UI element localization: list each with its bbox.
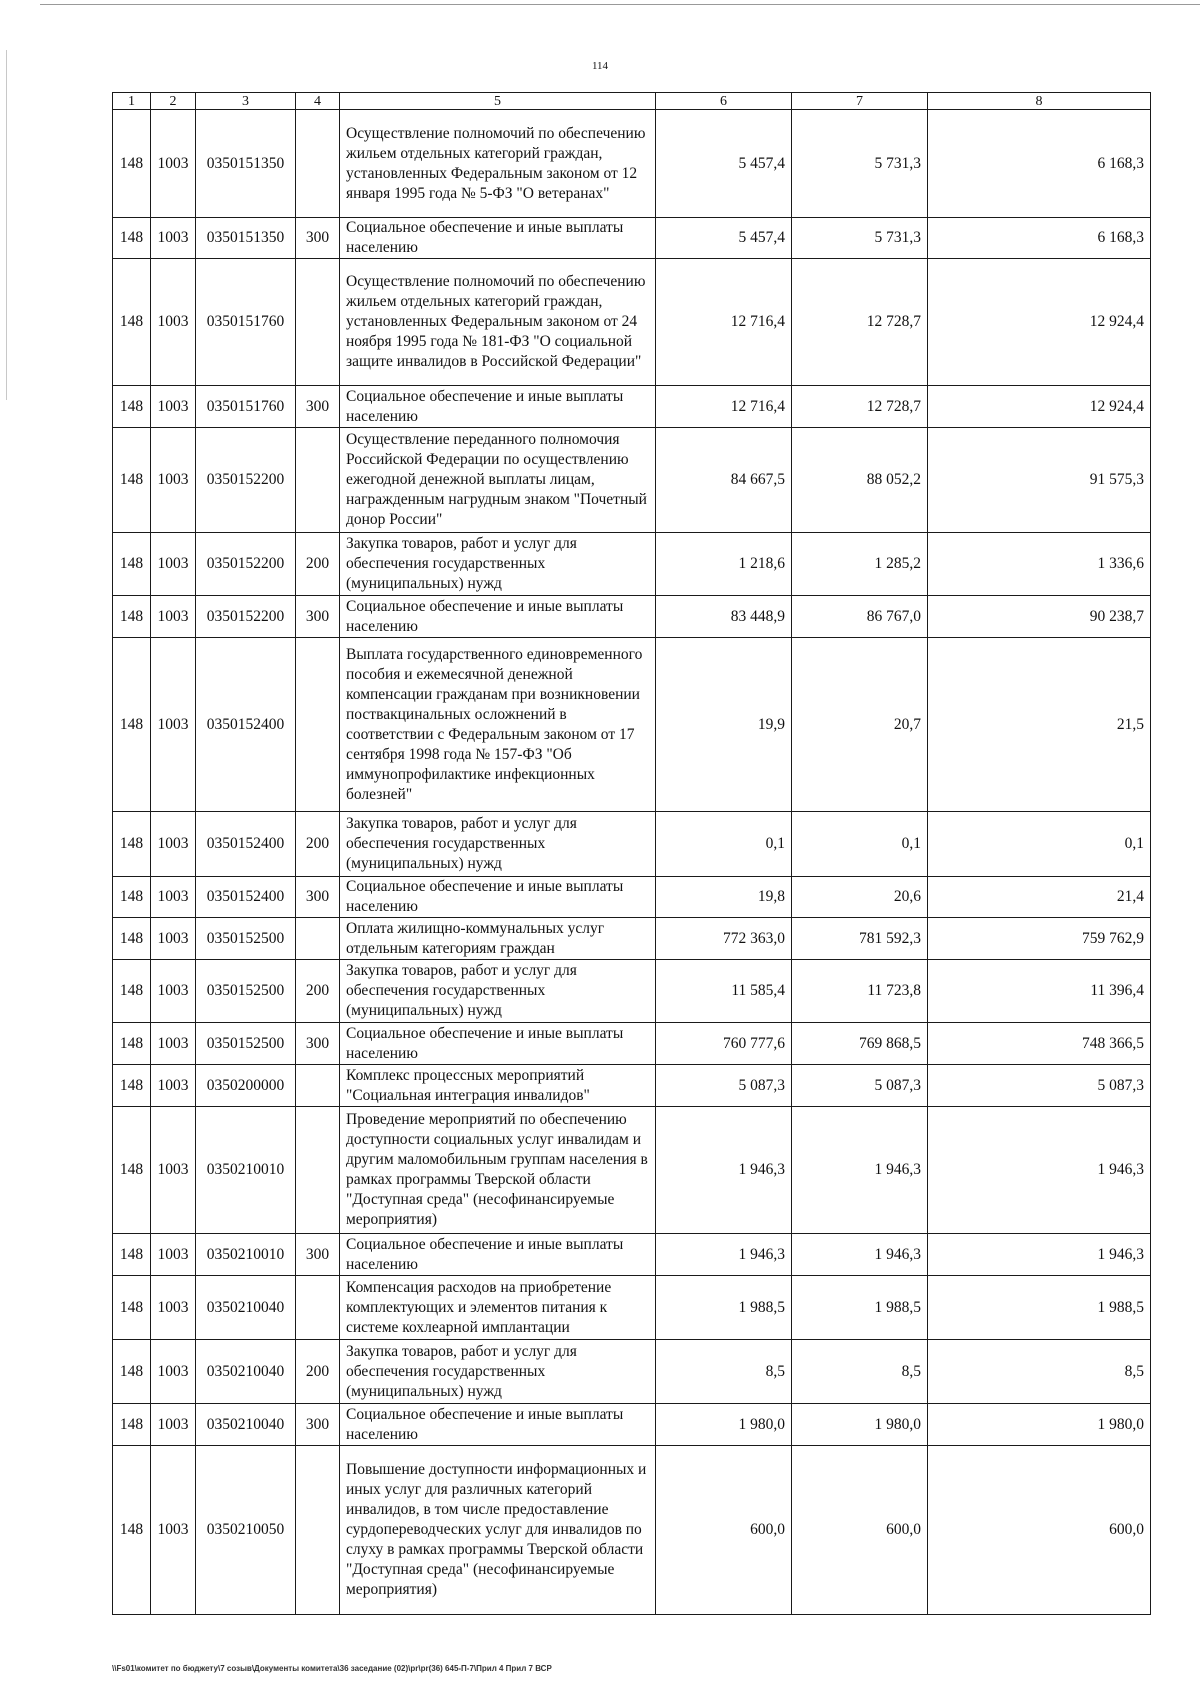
- item-description: Закупка товаров, работ и услуг для обеспечения государственных (муниципальных) нужд: [340, 960, 656, 1023]
- table-row: [113, 110, 1151, 218]
- expense-type-code: 300: [296, 1234, 340, 1276]
- amount-col-7: 0,1: [792, 812, 928, 877]
- target-article-code: 0350152400: [196, 877, 296, 918]
- amount-col-7: 8,5: [792, 1340, 928, 1404]
- amount-col-8: 1 988,5: [928, 1276, 1151, 1340]
- amount-col-8: 5 087,3: [928, 1065, 1151, 1107]
- amount-col-7: 600,0: [792, 1446, 928, 1615]
- section-code: 1003: [151, 638, 196, 812]
- amount-col-6: 5 457,4: [656, 110, 792, 218]
- amount-col-6: 1 946,3: [656, 1234, 792, 1276]
- item-description: Закупка товаров, работ и услуг для обеспечения государственных (муниципальных) нужд: [340, 1340, 656, 1404]
- table-row: [113, 428, 1151, 533]
- section-code: 1003: [151, 877, 196, 918]
- target-article-code: 0350151350: [196, 218, 296, 259]
- ministry-code: 148: [113, 1107, 151, 1234]
- section-code: 1003: [151, 110, 196, 218]
- item-description: Комплекс процессных мероприятий "Социальная интеграция инвалидов": [340, 1065, 656, 1107]
- expense-type-code: 200: [296, 960, 340, 1023]
- amount-col-8: 0,1: [928, 812, 1151, 877]
- amount-col-8: 12 924,4: [928, 259, 1151, 386]
- section-code: 1003: [151, 1023, 196, 1065]
- ministry-code: 148: [113, 533, 151, 596]
- amount-col-7: 1 988,5: [792, 1276, 928, 1340]
- amount-col-8: 21,5: [928, 638, 1151, 812]
- amount-col-8: 759 762,9: [928, 918, 1151, 960]
- amount-col-6: 12 716,4: [656, 386, 792, 428]
- amount-col-8: 8,5: [928, 1340, 1151, 1404]
- amount-col-6: 11 585,4: [656, 960, 792, 1023]
- target-article-code: 0350151760: [196, 259, 296, 386]
- amount-col-8: 6 168,3: [928, 218, 1151, 259]
- table-row: [113, 533, 1151, 596]
- amount-col-6: 5 087,3: [656, 1065, 792, 1107]
- table-row: [113, 960, 1151, 1023]
- amount-col-6: 1 946,3: [656, 1107, 792, 1234]
- amount-col-6: 772 363,0: [656, 918, 792, 960]
- target-article-code: 0350210010: [196, 1107, 296, 1234]
- amount-col-6: 83 448,9: [656, 596, 792, 638]
- ministry-code: 148: [113, 218, 151, 259]
- table-row: [113, 1404, 1151, 1446]
- ministry-code: 148: [113, 1065, 151, 1107]
- expense-type-code: 300: [296, 877, 340, 918]
- expense-type-code: [296, 259, 340, 386]
- item-description: Социальное обеспечение и иные выплаты населению: [340, 596, 656, 638]
- section-code: 1003: [151, 918, 196, 960]
- section-code: 1003: [151, 960, 196, 1023]
- ministry-code: 148: [113, 1340, 151, 1404]
- item-description: Осуществление переданного полномочия Российской Федерации по осуществлению ежегодной денежной выплаты лицам, награжденным нагрудным знаком "Почетный донор России": [340, 428, 656, 533]
- expense-type-code: [296, 1107, 340, 1234]
- column-number-row: [113, 93, 1151, 110]
- table-row: [113, 918, 1151, 960]
- column-header: 6: [656, 93, 792, 110]
- item-description: Социальное обеспечение и иные выплаты населению: [340, 1023, 656, 1065]
- amount-col-6: 5 457,4: [656, 218, 792, 259]
- ministry-code: 148: [113, 960, 151, 1023]
- section-code: 1003: [151, 1065, 196, 1107]
- amount-col-6: 19,9: [656, 638, 792, 812]
- section-code: 1003: [151, 386, 196, 428]
- amount-col-6: 1 218,6: [656, 533, 792, 596]
- target-article-code: 0350210040: [196, 1340, 296, 1404]
- table-row: [113, 1234, 1151, 1276]
- amount-col-6: 19,8: [656, 877, 792, 918]
- ministry-code: 148: [113, 110, 151, 218]
- amount-col-7: 769 868,5: [792, 1023, 928, 1065]
- amount-col-7: 1 980,0: [792, 1404, 928, 1446]
- expense-type-code: [296, 1065, 340, 1107]
- ministry-code: 148: [113, 386, 151, 428]
- section-code: 1003: [151, 1234, 196, 1276]
- table-row: [113, 386, 1151, 428]
- amount-col-7: 11 723,8: [792, 960, 928, 1023]
- ministry-code: 148: [113, 812, 151, 877]
- column-header: 3: [196, 93, 296, 110]
- expense-type-code: [296, 110, 340, 218]
- expense-type-code: 300: [296, 1404, 340, 1446]
- section-code: 1003: [151, 1107, 196, 1234]
- amount-col-6: 600,0: [656, 1446, 792, 1615]
- table-row: [113, 1023, 1151, 1065]
- section-code: 1003: [151, 533, 196, 596]
- scan-side-edge: [6, 50, 7, 400]
- expense-type-code: 300: [296, 596, 340, 638]
- expense-type-code: [296, 1446, 340, 1615]
- amount-col-7: 86 767,0: [792, 596, 928, 638]
- target-article-code: 0350210040: [196, 1276, 296, 1340]
- table-row: [113, 1446, 1151, 1615]
- budget-table: [112, 92, 1151, 1615]
- amount-col-6: 8,5: [656, 1340, 792, 1404]
- item-description: Оплата жилищно-коммунальных услуг отдельным категориям граждан: [340, 918, 656, 960]
- amount-col-8: 1 946,3: [928, 1107, 1151, 1234]
- ministry-code: 148: [113, 428, 151, 533]
- table-row: [113, 259, 1151, 386]
- target-article-code: 0350152200: [196, 428, 296, 533]
- ministry-code: 148: [113, 1276, 151, 1340]
- section-code: 1003: [151, 596, 196, 638]
- column-header: 7: [792, 93, 928, 110]
- amount-col-8: 1 336,6: [928, 533, 1151, 596]
- column-header: 8: [928, 93, 1151, 110]
- target-article-code: 0350210010: [196, 1234, 296, 1276]
- amount-col-7: 5 731,3: [792, 218, 928, 259]
- expense-type-code: [296, 1276, 340, 1340]
- item-description: Проведение мероприятий по обеспечению доступности социальных услуг инвалидам и другим маломобильным группам населения в рамках программы Тверской области "Доступная среда" (несофинансируемые мероприятия): [340, 1107, 656, 1234]
- expense-type-code: [296, 918, 340, 960]
- item-description: Повышение доступности информационных и иных услуг для различных категорий инвалидов, в том числе предоставление сурдопереводческих услуг для инвалидов по слуху в рамках программы Тверской области "Доступная среда" (несофинансируемые мероприятия): [340, 1446, 656, 1615]
- amount-col-8: 1 946,3: [928, 1234, 1151, 1276]
- ministry-code: 148: [113, 1446, 151, 1615]
- amount-col-7: 20,6: [792, 877, 928, 918]
- target-article-code: 0350152500: [196, 1023, 296, 1065]
- expense-type-code: 200: [296, 812, 340, 877]
- amount-col-6: 0,1: [656, 812, 792, 877]
- target-article-code: 0350151760: [196, 386, 296, 428]
- amount-col-8: 748 366,5: [928, 1023, 1151, 1065]
- expense-type-code: 200: [296, 533, 340, 596]
- item-description: Социальное обеспечение и иные выплаты населению: [340, 1404, 656, 1446]
- section-code: 1003: [151, 812, 196, 877]
- amount-col-8: 6 168,3: [928, 110, 1151, 218]
- ministry-code: 148: [113, 918, 151, 960]
- table-row: [113, 596, 1151, 638]
- target-article-code: 0350210050: [196, 1446, 296, 1615]
- amount-col-7: 88 052,2: [792, 428, 928, 533]
- amount-col-6: 760 777,6: [656, 1023, 792, 1065]
- amount-col-7: 1 946,3: [792, 1107, 928, 1234]
- amount-col-6: 1 980,0: [656, 1404, 792, 1446]
- amount-col-7: 5 087,3: [792, 1065, 928, 1107]
- target-article-code: 0350152200: [196, 596, 296, 638]
- section-code: 1003: [151, 259, 196, 386]
- expense-type-code: [296, 638, 340, 812]
- amount-col-8: 1 980,0: [928, 1404, 1151, 1446]
- section-code: 1003: [151, 1276, 196, 1340]
- amount-col-7: 5 731,3: [792, 110, 928, 218]
- amount-col-8: 11 396,4: [928, 960, 1151, 1023]
- column-header: 1: [113, 93, 151, 110]
- column-header: 2: [151, 93, 196, 110]
- ministry-code: 148: [113, 877, 151, 918]
- file-path-footer: \\Fs01\комитет по бюджету\7 созыв\Документы комитета\36 заседание (02)\pr\pr(36) 645-П-7\Прил 4 Прил 7 ВСР: [112, 1664, 552, 1673]
- ministry-code: 148: [113, 1234, 151, 1276]
- item-description: Социальное обеспечение и иные выплаты населению: [340, 218, 656, 259]
- amount-col-6: 84 667,5: [656, 428, 792, 533]
- target-article-code: 0350210040: [196, 1404, 296, 1446]
- table-row: [113, 1107, 1151, 1234]
- scan-top-edge: [40, 4, 1200, 5]
- item-description: Социальное обеспечение и иные выплаты населению: [340, 877, 656, 918]
- target-article-code: 0350200000: [196, 1065, 296, 1107]
- table-row: [113, 1276, 1151, 1340]
- table-row: [113, 1340, 1151, 1404]
- amount-col-6: 12 716,4: [656, 259, 792, 386]
- amount-col-8: 90 238,7: [928, 596, 1151, 638]
- amount-col-7: 20,7: [792, 638, 928, 812]
- item-description: Закупка товаров, работ и услуг для обеспечения государственных (муниципальных) нужд: [340, 812, 656, 877]
- amount-col-7: 1 946,3: [792, 1234, 928, 1276]
- item-description: Закупка товаров, работ и услуг для обеспечения государственных (муниципальных) нужд: [340, 533, 656, 596]
- expense-type-code: 300: [296, 218, 340, 259]
- column-header: 5: [340, 93, 656, 110]
- table-row: [113, 877, 1151, 918]
- amount-col-7: 12 728,7: [792, 259, 928, 386]
- item-description: Выплата государственного единовременного пособия и ежемесячной денежной компенсации гражданам при возникновении поствакцинальных осложнений в соответствии с Федеральным законом от 17 сентября 1998 года № 157-ФЗ "Об иммунопрофилактике инфекционных болезней": [340, 638, 656, 812]
- section-code: 1003: [151, 428, 196, 533]
- amount-col-8: 21,4: [928, 877, 1151, 918]
- amount-col-8: 600,0: [928, 1446, 1151, 1615]
- table-row: [113, 1065, 1151, 1107]
- item-description: Компенсация расходов на приобретение комплектующих и элементов питания к системе кохлеарной имплантации: [340, 1276, 656, 1340]
- expense-type-code: 300: [296, 1023, 340, 1065]
- item-description: Социальное обеспечение и иные выплаты населению: [340, 1234, 656, 1276]
- expense-type-code: [296, 428, 340, 533]
- amount-col-8: 91 575,3: [928, 428, 1151, 533]
- expense-type-code: 300: [296, 386, 340, 428]
- ministry-code: 148: [113, 638, 151, 812]
- target-article-code: 0350152400: [196, 812, 296, 877]
- ministry-code: 148: [113, 1404, 151, 1446]
- page-number: 114: [591, 60, 609, 72]
- ministry-code: 148: [113, 1023, 151, 1065]
- column-header: 4: [296, 93, 340, 110]
- amount-col-7: 1 285,2: [792, 533, 928, 596]
- target-article-code: 0350152500: [196, 918, 296, 960]
- table-row: [113, 638, 1151, 812]
- amount-col-7: 12 728,7: [792, 386, 928, 428]
- expense-type-code: 200: [296, 1340, 340, 1404]
- ministry-code: 148: [113, 259, 151, 386]
- table-row: [113, 812, 1151, 877]
- section-code: 1003: [151, 1404, 196, 1446]
- table-row: [113, 218, 1151, 259]
- amount-col-6: 1 988,5: [656, 1276, 792, 1340]
- target-article-code: 0350152400: [196, 638, 296, 812]
- section-code: 1003: [151, 218, 196, 259]
- item-description: Осуществление полномочий по обеспечению жильем отдельных категорий граждан, установленных Федеральным законом от 24 ноября 1995 года № 181-ФЗ "О социальной защите инвалидов в Российской Федерации": [340, 259, 656, 386]
- ministry-code: 148: [113, 596, 151, 638]
- section-code: 1003: [151, 1340, 196, 1404]
- target-article-code: 0350152500: [196, 960, 296, 1023]
- item-description: Осуществление полномочий по обеспечению жильем отдельных категорий граждан, установленных Федеральным законом от 12 января 1995 года № 5-ФЗ "О ветеранах": [340, 110, 656, 218]
- section-code: 1003: [151, 1446, 196, 1615]
- amount-col-7: 781 592,3: [792, 918, 928, 960]
- item-description: Социальное обеспечение и иные выплаты населению: [340, 386, 656, 428]
- target-article-code: 0350151350: [196, 110, 296, 218]
- target-article-code: 0350152200: [196, 533, 296, 596]
- amount-col-8: 12 924,4: [928, 386, 1151, 428]
